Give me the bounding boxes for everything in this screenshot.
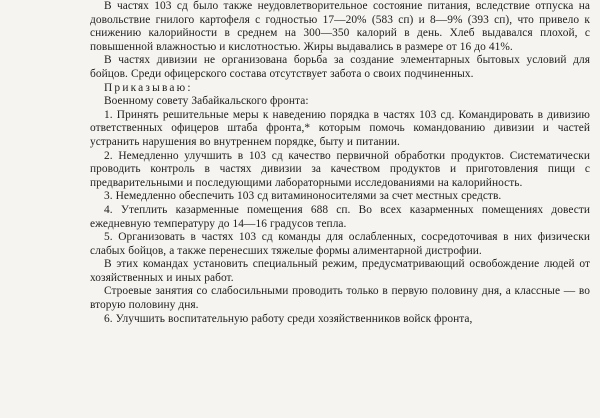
paragraph-item-5: 5. Организовать в частях 103 сд команды для ослабленных, сосредоточивая в них физически слабых бойцов, а также перенесших тяжелые формы алиментарной дистрофии. <box>90 231 590 257</box>
document-text <box>90 0 590 326</box>
paragraph-item-4: 4. Утеплить казарменные помещения 688 сп. Во всех казарменных помещениях довести ежедневную температуру до 14—16 градусов тепла. <box>90 203 590 230</box>
paragraph-order-heading: Приказываю: <box>104 81 193 94</box>
paragraph-item-5-regime: В этих командах установить специальный режим, предусматривающий освобождение людей от хозяйственных и иных работ. <box>90 258 590 284</box>
paragraph-living-conditions: В частях дивизии не организована борьба за создание элементарных бытовых условий для бойцов. Среди офицерского состава отсутствует забота о своих подчиненных. <box>90 54 590 80</box>
paragraph-food-condition: В частях 103 сд было также неудовлетворительное состояние питания, вследствие отпуска на довольствие гнилого картофеля с годностью 17—20% (583 сп) и 8—9% (393 сп), что привело к снижению калорийности в среднем на 300—350 калорий в день. Хлеб выдавался плохой, с повышенной влажностью и кислотностью. Жиры выдавались в размере от 16 до 41%. <box>90 0 590 53</box>
paragraph-item-2: 2. Немедленно улучшить в 103 сд качество первичной обработки продуктов. Систематически проводить контроль в частях дивизии за качеством продуктов и приготовления пищи с предварительными и последующими лабораторными исследованиями на калорийность. <box>90 149 590 189</box>
paragraph-item-6: 6. Улучшить воспитательную работу среди хозяйственников войск фронта, <box>104 312 473 325</box>
paragraph-item-5-training: Строевые занятия со слабосильными проводить только в первую половину дня, а классные — во вторую половину дня. <box>90 285 590 312</box>
paragraph-addressee: Военному совету Забайкальского фронта: <box>104 95 309 108</box>
paragraph-item-3: 3. Немедленно обеспечить 103 сд витаминоносителями за счет местных средств. <box>104 190 502 203</box>
paragraph-item-1: 1. Принять решительные меры к наведению порядка в частях 103 сд. Командировать в дивизию ответственных офицеров штаба фронта,* которым помочь командованию дивизии и частей устранить нарушения во внутреннем порядке, быту и питании. <box>90 108 590 148</box>
